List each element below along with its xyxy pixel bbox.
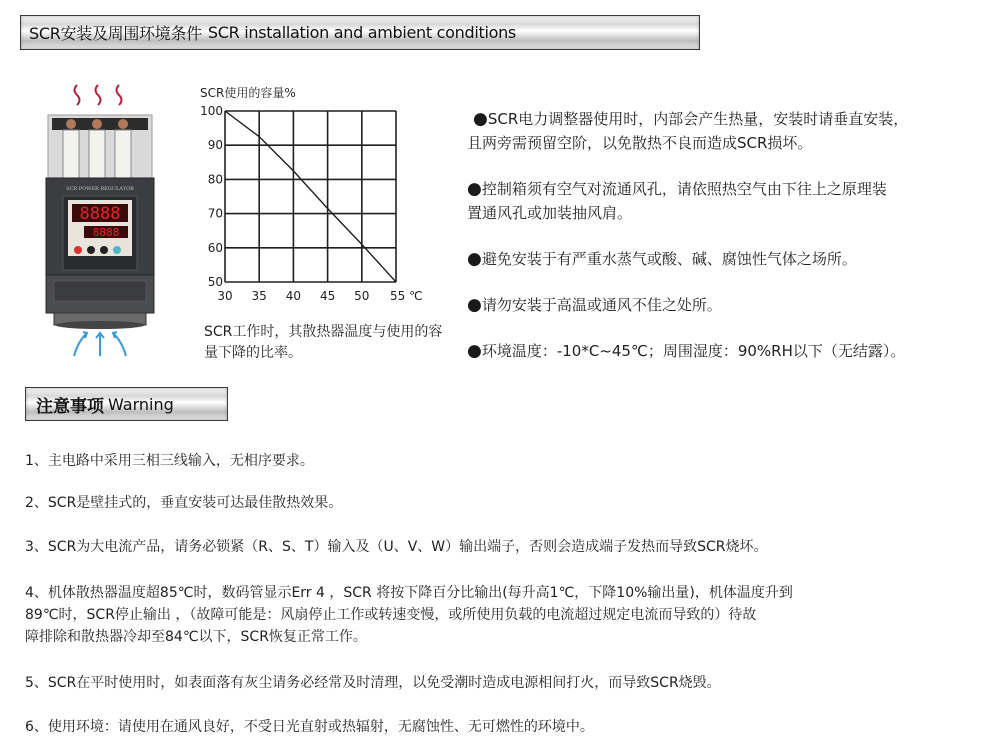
chart-plot xyxy=(195,100,435,310)
capacity-derating-chart xyxy=(195,100,435,310)
bullet-dot-icon: ● xyxy=(467,249,482,269)
x-tick-label: 45 xyxy=(319,289,336,303)
chart-title: SCR使用的容量% xyxy=(200,86,296,100)
bullet-item: ●请勿安装于高温或通风不佳之处所。 xyxy=(467,295,722,315)
y-tick-label: 90 xyxy=(207,138,223,153)
bullet-item: ●避免安装于有严重水蒸气或酸、碱、腐蚀性气体之场所。 xyxy=(467,249,857,269)
svg-text:SCR POWER REGULATOR: SCR POWER REGULATOR xyxy=(66,186,134,192)
y-tick-label: 60 xyxy=(207,240,223,255)
bullet-item: ●控制箱须有空气对流通风孔，请依照热空气由下往上之原理装 置通风孔或加装抽风肩。 xyxy=(467,179,887,222)
warning-item-6: 6、使用环境：请使用在通风良好，不受日光直射或热辐射，无腐蚀性、无可燃性的环境中。 xyxy=(25,719,594,735)
warning-item-5: 5、SCR在平时使用时，如表面落有灰尘请务必经常及时清理，以免受潮时造成电源相间打火，而导致SCR烧毁。 xyxy=(25,675,721,691)
bullet-dot-icon: ● xyxy=(467,179,482,199)
capacity-line xyxy=(225,111,396,282)
y-tick-label: 100 xyxy=(200,104,223,118)
airflow-arrows-icon xyxy=(74,332,126,356)
section-header-installation xyxy=(20,15,700,50)
x-tick-label: 40 xyxy=(285,289,302,303)
header-title-cn: SCR安装及周围环境条件 xyxy=(29,24,202,43)
warning-item-3: 3、SCR为大电流产品，请务必锁紧（R、S、T）输入及（U、V、W）输出端子，否则会造成端子发热而导致SCR烧坏。 xyxy=(25,539,768,555)
scr-regulator-illustration xyxy=(40,80,160,360)
warning-item-1: 1、主电路中采用三相三线输入，无相序要求。 xyxy=(25,453,314,469)
y-tick-label: 80 xyxy=(207,172,223,187)
x-tick-label: 50 xyxy=(354,289,370,303)
bullet-dot-icon: ● xyxy=(467,295,482,315)
warning-title-en: Warning xyxy=(108,394,174,414)
chart-caption: SCR工作时，其散热器温度与使用的容量下降的比率。 xyxy=(204,324,443,361)
warning-item-2: 2、SCR是壁挂式的，垂直安装可达最佳散热效果。 xyxy=(25,495,343,511)
heat-waves-icon xyxy=(75,85,122,105)
scr-product-image xyxy=(40,80,160,360)
bullet-dot-icon: ● xyxy=(467,341,482,361)
warning-title-cn: 注意事项 xyxy=(36,396,104,417)
bullet-item: ●SCR电力调整器使用时，内部会产生热量，安装时请垂直安装， 且两旁需预留空阶，以免散热不良而造成SCR损坏。 xyxy=(467,109,909,152)
x-tick-label: 35 xyxy=(251,289,267,303)
header-title-en: SCR installation and ambient conditions xyxy=(207,23,516,42)
fuse-icons xyxy=(63,119,131,178)
y-tick-label: 70 xyxy=(207,206,223,221)
bullet-dot-icon: ● xyxy=(473,109,488,129)
svg-text:8888: 8888 xyxy=(79,204,121,224)
x-tick-label: 55 ℃ xyxy=(390,289,423,303)
section-header-warning xyxy=(25,387,228,421)
x-tick-label: 30 xyxy=(217,289,233,303)
warning-item-4: 4、机体散热器温度超85℃时，数码管显示Err 4 ，SCR 将按下降百分比输出(每升高1℃，下降10%输出量)，机体温度升到 89℃时，SCR停止输出 ，（故障可能是：风扇停止工作或转速变慢，或所使用负载的电流超过规定电流而导致的）待故 障排除和散热器冷却至84℃以下，SCR恢复正常工作。 xyxy=(25,585,793,645)
svg-text:8888: 8888 xyxy=(92,226,120,239)
y-tick-label: 50 xyxy=(207,275,223,289)
bullet-item: ●环境温度：-10*C~45℃；周围湿度：90%RH以下（无结露）。 xyxy=(467,341,906,361)
installation-bullet-list xyxy=(467,107,1000,385)
